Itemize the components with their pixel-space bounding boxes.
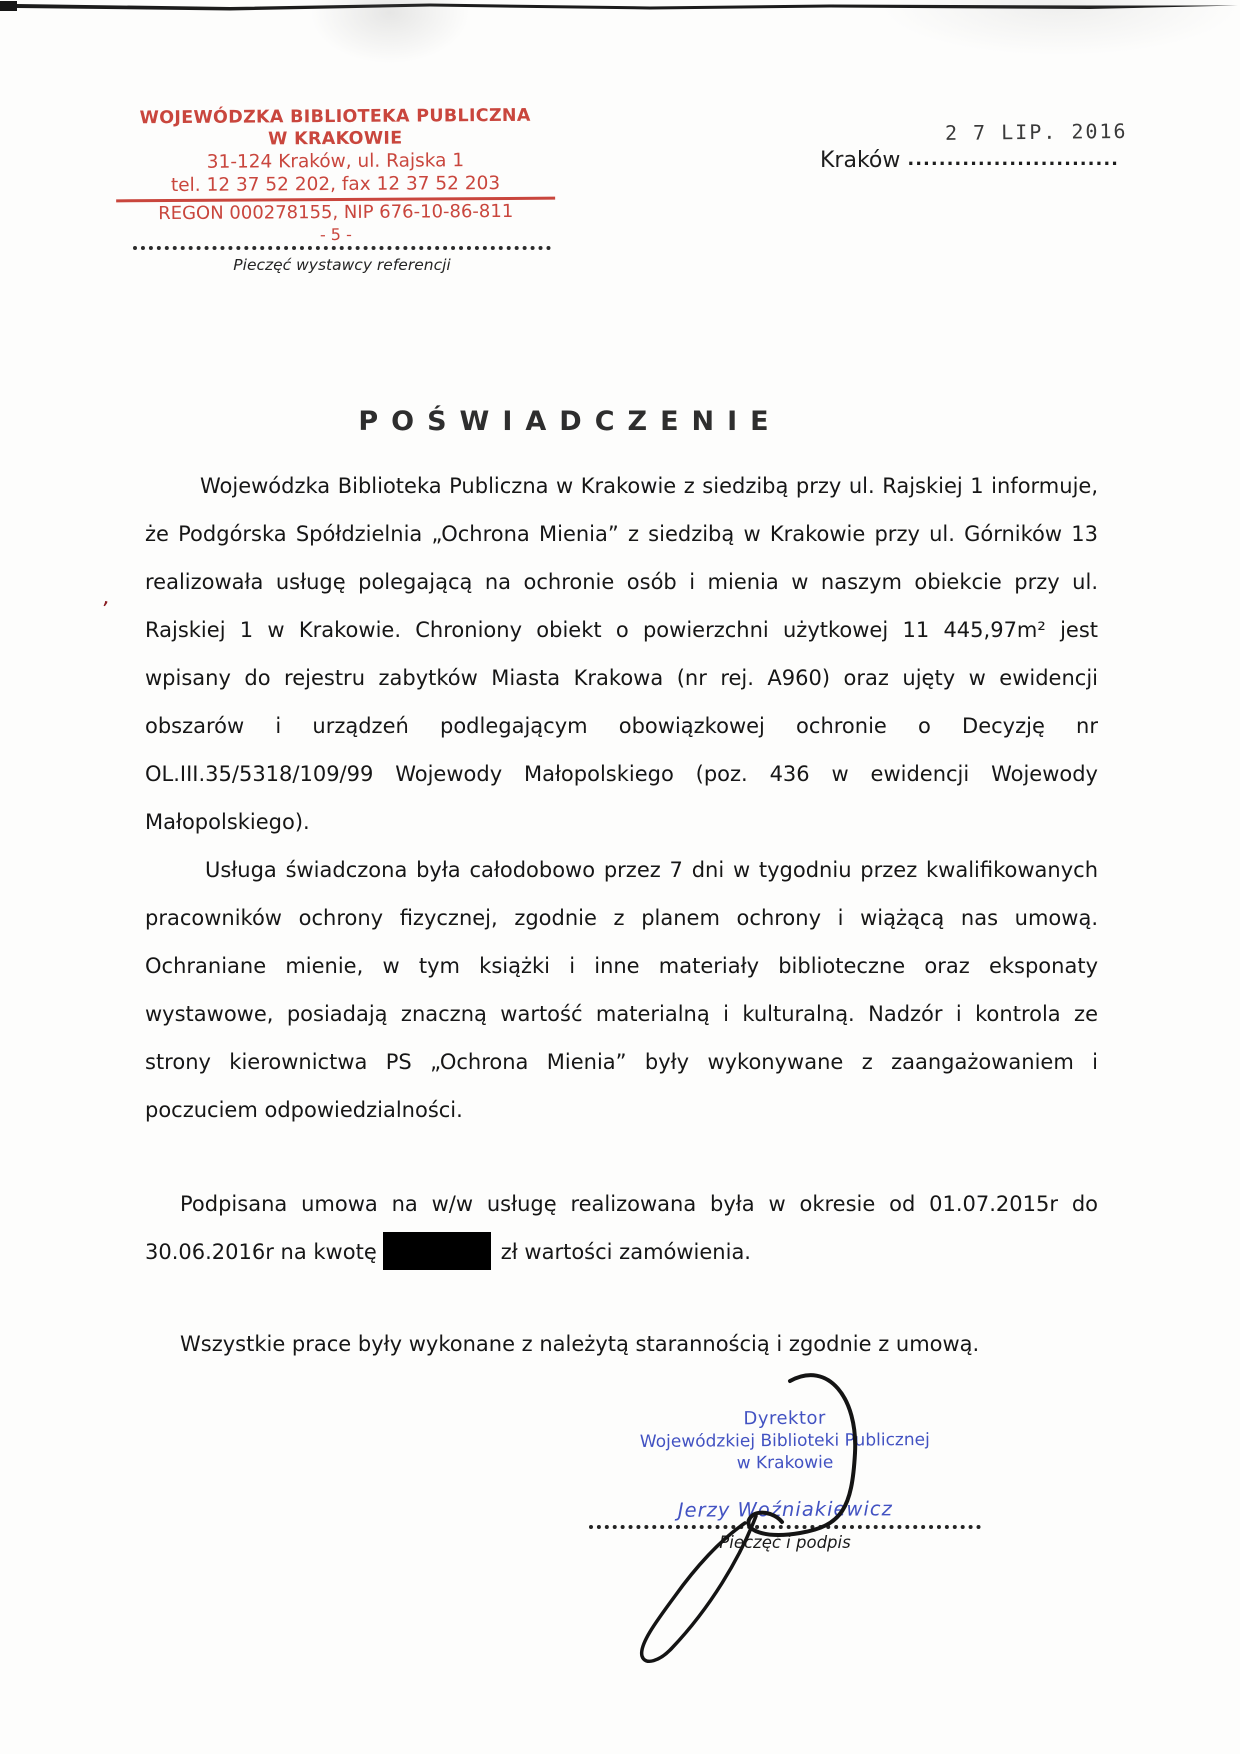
library-stamp: [118, 105, 554, 247]
redacted-amount-box: [383, 1232, 491, 1270]
director-stamp-line: Wojewódzkiej Biblioteki Publicznej: [639, 1429, 930, 1453]
date-stamp: 2 7 LIP. 2016: [944, 118, 1128, 145]
paragraph-3-after-amount: zł wartości zamówienia.: [500, 1240, 751, 1264]
director-stamp-line: Dyrektor: [743, 1407, 827, 1430]
stamp-line: tel. 12 37 52 202, fax 12 37 52 203: [116, 172, 555, 203]
body-paragraph-2: Usługa świadczona była całodobowo przez 7 dni w tygodniu przez kwalifikowanych pracowników ochrony fizycznej, zgodnie z planem ochrony i wiążącą nas umową. Ochraniane mienie, w tym książki i inne materiały biblioteczne oraz eksponaty wystawowe, posiadają znaczną wartość materialną i kulturalną. Nadzór i kontrola ze strony kierownictwa PS „Ochrona Mienia” były wykonywane z zaangażowaniem i poczuciem odpowiedzialności.: [145, 858, 1098, 1122]
director-name-stamp: Jerzy Woźniakiewicz: [677, 1497, 893, 1522]
stray-ink-mark: ’: [99, 597, 110, 624]
scan-shadow: [880, 0, 1240, 56]
signature-block: [560, 1408, 1010, 1552]
director-stamp-line: w Krakowie: [736, 1452, 834, 1474]
director-stamp: [560, 1406, 1011, 1522]
stamp-line: W KRAKOWIE: [268, 128, 403, 150]
scan-shadow: [310, 0, 470, 64]
dotted-fill: ...........................: [907, 149, 1119, 170]
body-paragraph-4: Wszystkie prace były wykonane z należytą starannością i zgodnie z umową.: [180, 1332, 980, 1356]
body-paragraph-1: Wojewódzka Biblioteka Publiczna w Krakowie z siedzibą przy ul. Rajskiej 1 informuje, że Podgórska Spółdzielnia „Ochrona Mienia” z siedzibą w Krakowie przy ul. Górników 13 realizowała usługę polegającą na ochronie osób i mienia w naszym obiekcie przy ul. Rajskiej 1 w Krakowie. Chroniony obiekt o powierzchni użytkowej 11 445,97m² jest wpisany do rejestru zabytków Miasta Krakowa (nr rej. A960) oraz ujęty w ewidencji obszarów i urządzeń podlegającym obowiązkowej ochronie o Decyzję nr OL.III.35/5318/109/99 Wojewody Małopolskiego (poz. 436 w ewidencji Wojewody Małopolskiego).: [145, 474, 1098, 834]
stamp-line: 31-124 Kraków, ul. Rajska 1: [206, 150, 465, 173]
stamp-line: REGON 000278155, NIP 676-10-86-811: [158, 200, 514, 225]
date-area: [820, 118, 1128, 173]
dotted-line: [133, 246, 551, 250]
place-line: [820, 148, 1119, 173]
stamp-caption: Pieczęć wystawcy referencji: [233, 256, 451, 274]
stamp-line: WOJEWÓDZKA BIBLIOTEKA PUBLICZNA: [139, 105, 531, 129]
place-label: Kraków: [820, 148, 901, 173]
dotted-line: [589, 1525, 981, 1529]
document-title: POŚWIADCZENIE: [358, 406, 782, 437]
signature-caption: Pieczęć i podpis: [719, 1533, 851, 1552]
paragraph-3-before-amount: Podpisana umowa na w/w usługę realizowana była w okresie od 01.07.2015r do 30.06.2016r na kwotę: [145, 1192, 1098, 1264]
document-body: [145, 462, 1098, 1368]
stamp-line: - 5 -: [319, 224, 352, 245]
body-paragraph-3: [145, 1180, 1098, 1276]
